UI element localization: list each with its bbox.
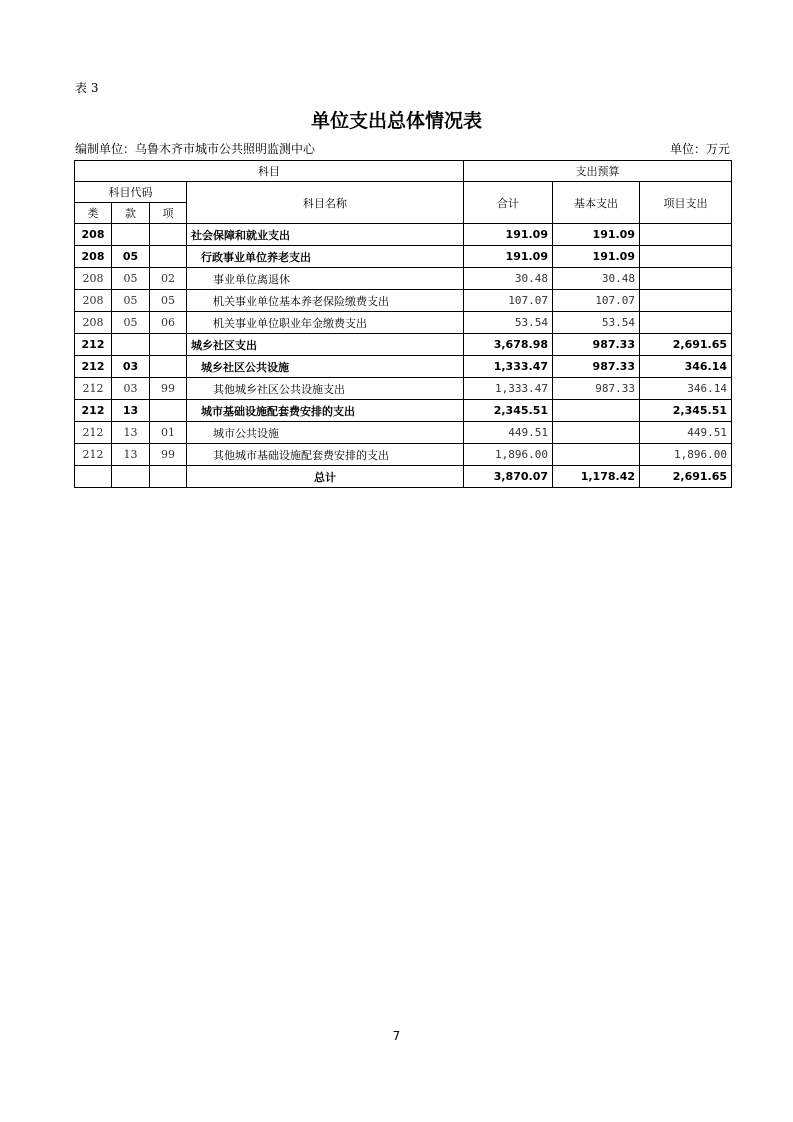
basic-value: 30.48 bbox=[553, 268, 640, 290]
basic-value bbox=[553, 444, 640, 466]
class-code: 208 bbox=[75, 224, 112, 246]
item-code: 05 bbox=[150, 290, 187, 312]
item-code bbox=[150, 356, 187, 378]
item-code bbox=[150, 334, 187, 356]
empty-cell bbox=[150, 466, 187, 488]
subject-name: 行政事业单位养老支出 bbox=[187, 246, 464, 268]
item-code: 01 bbox=[150, 422, 187, 444]
header-subject-name: 科目名称 bbox=[187, 182, 464, 224]
project-value: 346.14 bbox=[640, 378, 732, 400]
empty-cell bbox=[75, 466, 112, 488]
header-budget: 支出预算 bbox=[464, 161, 732, 182]
grand-total-value: 3,870.07 bbox=[464, 466, 553, 488]
total-value: 1,333.47 bbox=[464, 378, 553, 400]
project-value bbox=[640, 246, 732, 268]
section-code: 03 bbox=[112, 378, 150, 400]
class-code: 208 bbox=[75, 312, 112, 334]
project-value: 346.14 bbox=[640, 356, 732, 378]
class-code: 208 bbox=[75, 246, 112, 268]
class-code: 212 bbox=[75, 356, 112, 378]
basic-value: 987.33 bbox=[553, 334, 640, 356]
project-value bbox=[640, 290, 732, 312]
currency-unit-label: 单位：万元 bbox=[669, 142, 730, 156]
table-row bbox=[75, 290, 732, 312]
class-code: 212 bbox=[75, 378, 112, 400]
project-value bbox=[640, 224, 732, 246]
class-code: 212 bbox=[75, 400, 112, 422]
subject-name: 城市基础设施配套费安排的支出 bbox=[187, 400, 464, 422]
basic-value: 987.33 bbox=[553, 356, 640, 378]
class-code: 212 bbox=[75, 422, 112, 444]
section-code bbox=[112, 224, 150, 246]
project-value: 449.51 bbox=[640, 422, 732, 444]
total-value: 2,345.51 bbox=[464, 400, 553, 422]
basic-value bbox=[553, 422, 640, 444]
project-value: 2,345.51 bbox=[640, 400, 732, 422]
header-subject: 科目 bbox=[75, 161, 464, 182]
subject-name: 城乡社区支出 bbox=[187, 334, 464, 356]
basic-value bbox=[553, 400, 640, 422]
total-value: 191.09 bbox=[464, 246, 553, 268]
unit-line bbox=[75, 140, 730, 157]
total-value: 3,678.98 bbox=[464, 334, 553, 356]
basic-value: 53.54 bbox=[553, 312, 640, 334]
item-code: 99 bbox=[150, 444, 187, 466]
header-project: 项目支出 bbox=[640, 182, 732, 224]
total-value: 107.07 bbox=[464, 290, 553, 312]
item-code: 99 bbox=[150, 378, 187, 400]
header-class: 类 bbox=[75, 203, 112, 224]
table-row bbox=[75, 224, 732, 246]
compiler-label: 编制单位：乌鲁木齐市城市公共照明监测中心 bbox=[75, 142, 316, 156]
section-code: 03 bbox=[112, 356, 150, 378]
class-code: 208 bbox=[75, 268, 112, 290]
empty-cell bbox=[112, 466, 150, 488]
table-row bbox=[75, 400, 732, 422]
page-title: 单位支出总体情况表 bbox=[310, 110, 482, 132]
table-row bbox=[75, 246, 732, 268]
subject-name: 事业单位离退休 bbox=[187, 268, 464, 290]
grand-total-row bbox=[75, 466, 732, 488]
table-row bbox=[75, 268, 732, 290]
item-code: 06 bbox=[150, 312, 187, 334]
basic-value: 191.09 bbox=[553, 246, 640, 268]
subject-name: 社会保障和就业支出 bbox=[187, 224, 464, 246]
item-code bbox=[150, 246, 187, 268]
subject-name: 城乡社区公共设施 bbox=[187, 356, 464, 378]
table-number-label: 表 3 bbox=[75, 81, 99, 95]
item-code: 02 bbox=[150, 268, 187, 290]
header-basic: 基本支出 bbox=[553, 182, 640, 224]
basic-value: 987.33 bbox=[553, 378, 640, 400]
total-value: 449.51 bbox=[464, 422, 553, 444]
grand-basic-value: 1,178.42 bbox=[553, 466, 640, 488]
total-value: 1,333.47 bbox=[464, 356, 553, 378]
total-value: 191.09 bbox=[464, 224, 553, 246]
header-subject-code: 科目代码 bbox=[75, 182, 187, 203]
header-item: 项 bbox=[150, 203, 187, 224]
class-code: 212 bbox=[75, 334, 112, 356]
class-code: 212 bbox=[75, 444, 112, 466]
section-code: 05 bbox=[112, 246, 150, 268]
total-value: 30.48 bbox=[464, 268, 553, 290]
basic-value: 107.07 bbox=[553, 290, 640, 312]
project-value bbox=[640, 312, 732, 334]
section-code: 13 bbox=[112, 422, 150, 444]
subject-name: 机关事业单位职业年金缴费支出 bbox=[187, 312, 464, 334]
subject-name: 城市公共设施 bbox=[187, 422, 464, 444]
section-code bbox=[112, 334, 150, 356]
section-code: 13 bbox=[112, 444, 150, 466]
subject-name: 其他城市基础设施配套费安排的支出 bbox=[187, 444, 464, 466]
basic-value: 191.09 bbox=[553, 224, 640, 246]
subject-name: 机关事业单位基本养老保险缴费支出 bbox=[187, 290, 464, 312]
table-row bbox=[75, 312, 732, 334]
table-row bbox=[75, 378, 732, 400]
total-value: 1,896.00 bbox=[464, 444, 553, 466]
page-number: 7 bbox=[392, 1029, 401, 1043]
grand-project-value: 2,691.65 bbox=[640, 466, 732, 488]
header-section: 款 bbox=[112, 203, 150, 224]
table-row bbox=[75, 422, 732, 444]
section-code: 05 bbox=[112, 312, 150, 334]
table-row bbox=[75, 334, 732, 356]
project-value: 2,691.65 bbox=[640, 334, 732, 356]
header-total: 合计 bbox=[464, 182, 553, 224]
project-value bbox=[640, 268, 732, 290]
total-value: 53.54 bbox=[464, 312, 553, 334]
class-code: 208 bbox=[75, 290, 112, 312]
grand-total-label: 总计 bbox=[187, 466, 464, 488]
subject-name: 其他城乡社区公共设施支出 bbox=[187, 378, 464, 400]
project-value: 1,896.00 bbox=[640, 444, 732, 466]
item-code bbox=[150, 224, 187, 246]
section-code: 05 bbox=[112, 290, 150, 312]
table-row bbox=[75, 356, 732, 378]
table-row bbox=[75, 444, 732, 466]
section-code: 13 bbox=[112, 400, 150, 422]
item-code bbox=[150, 400, 187, 422]
expenditure-table bbox=[74, 160, 732, 488]
section-code: 05 bbox=[112, 268, 150, 290]
